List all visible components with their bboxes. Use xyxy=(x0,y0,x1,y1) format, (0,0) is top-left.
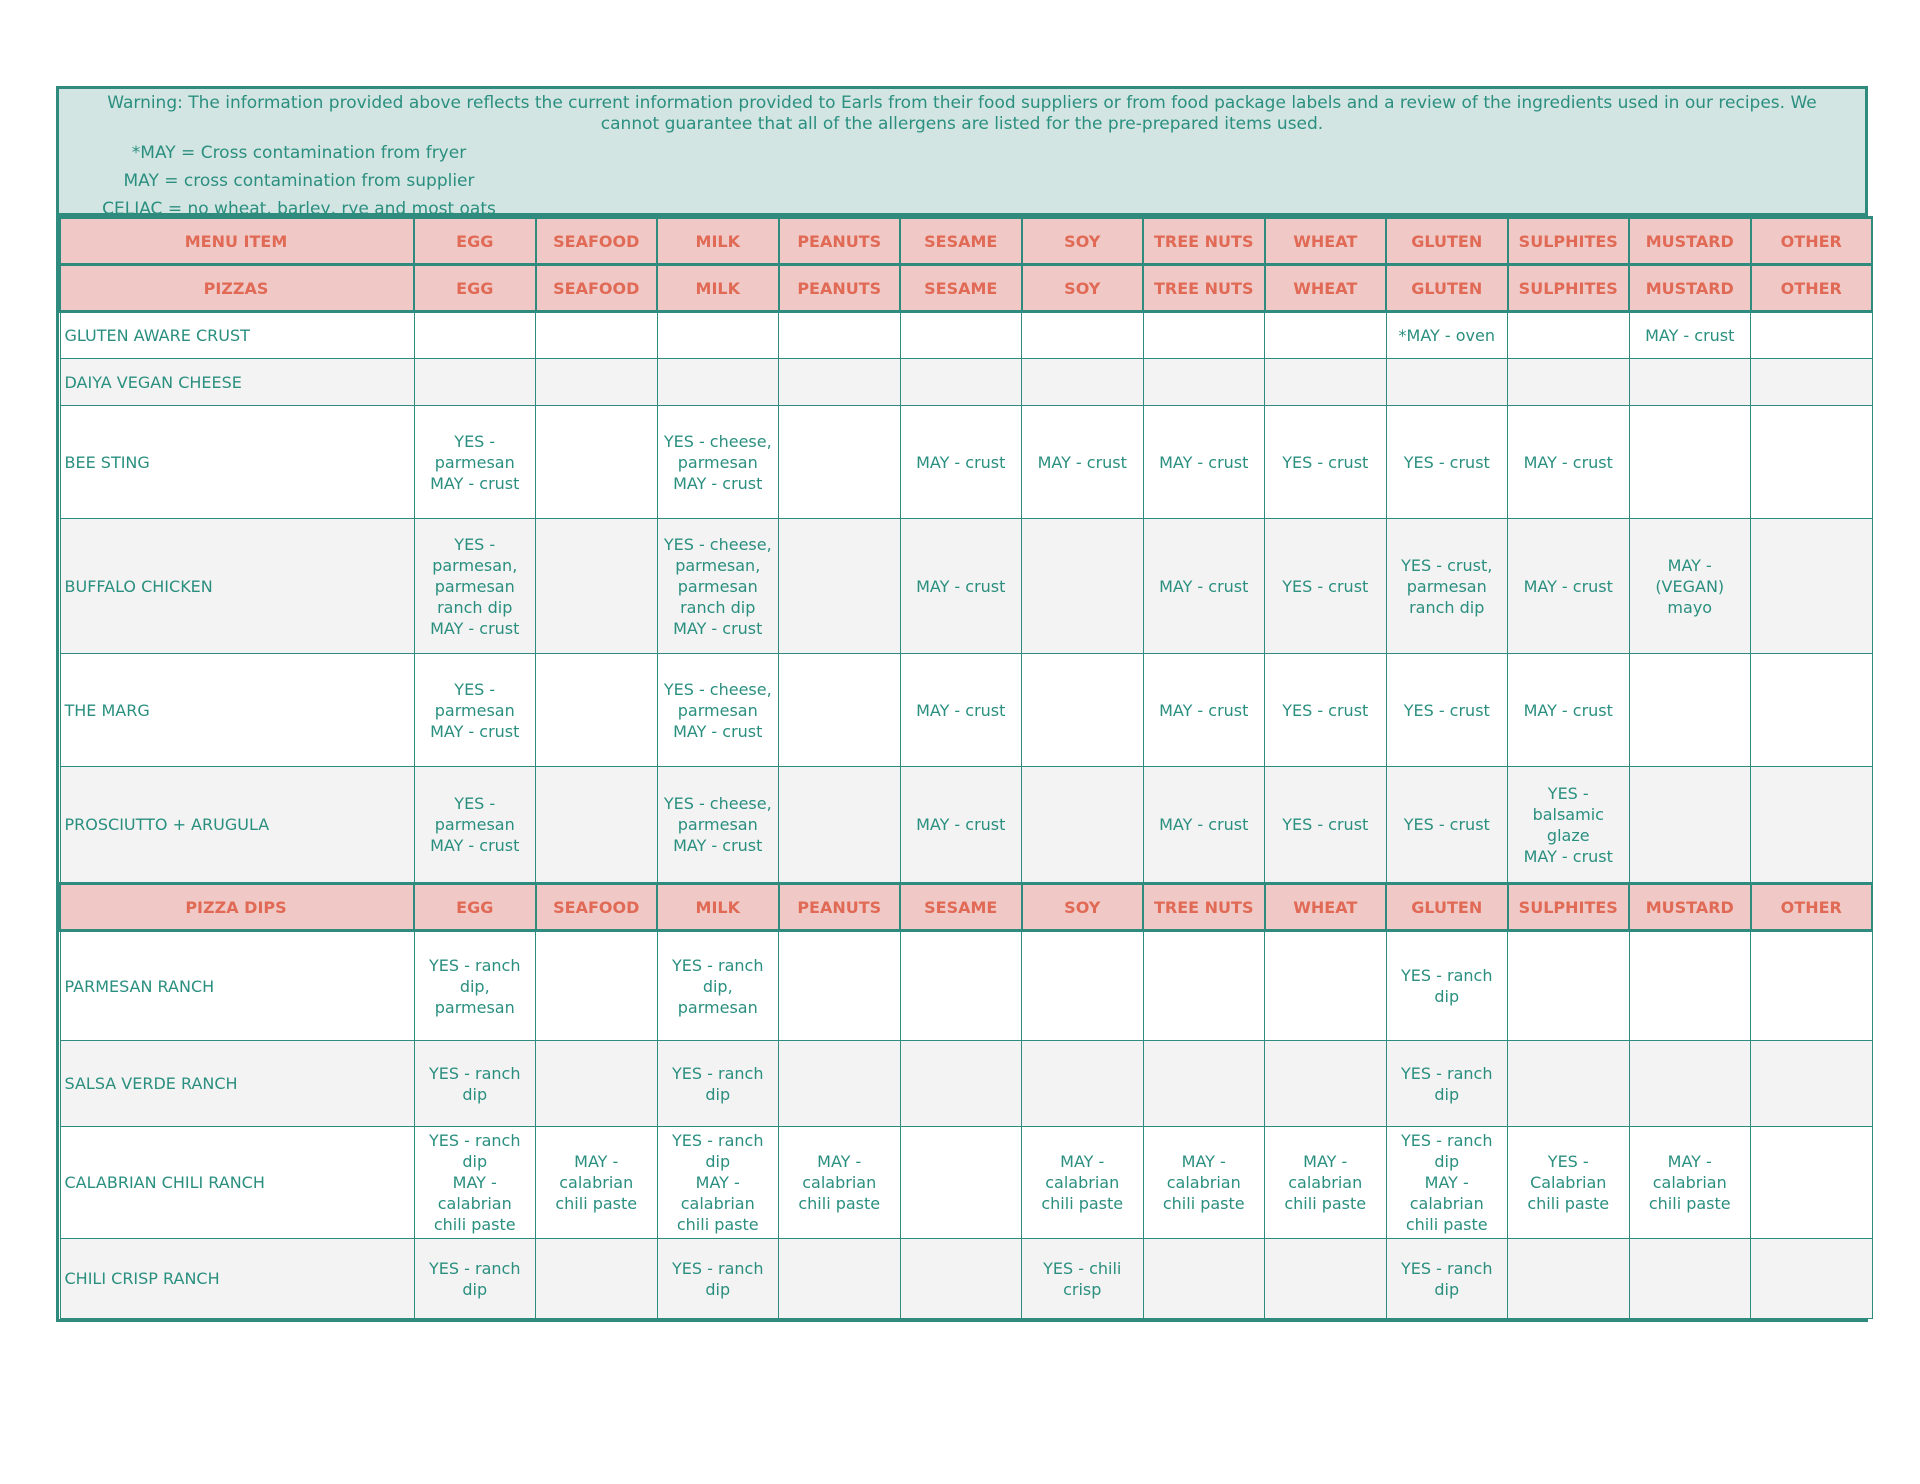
allergen-cell-sesame xyxy=(900,312,1022,359)
table-row xyxy=(60,1239,1872,1319)
allergen-cell-sesame xyxy=(900,359,1022,406)
allergen-cell-seafood xyxy=(536,519,658,654)
allergen-cell-peanuts xyxy=(779,406,901,519)
allergen-cell-wheat: YES - crust xyxy=(1265,406,1387,519)
column-header-seafood: SEAFOOD xyxy=(536,884,658,931)
allergen-table xyxy=(59,216,1873,1319)
menu-item-name: CALABRIAN CHILI RANCH xyxy=(60,1127,414,1239)
column-header-wheat: WHEAT xyxy=(1265,265,1387,312)
allergen-cell-sesame: MAY - crust xyxy=(900,519,1022,654)
allergen-cell-peanuts: MAY - calabrian chili paste xyxy=(779,1127,901,1239)
allergen-cell-sulphites: MAY - crust xyxy=(1508,406,1630,519)
allergen-cell-milk: YES - ranch dip, parmesan xyxy=(657,931,779,1041)
column-header-seafood: SEAFOOD xyxy=(536,265,658,312)
column-header-soy: SOY xyxy=(1022,884,1144,931)
allergen-cell-sesame: MAY - crust xyxy=(900,767,1022,884)
column-header-tree-nuts: TREE NUTS xyxy=(1143,265,1265,312)
allergen-cell-sulphites xyxy=(1508,312,1630,359)
allergen-cell-egg: YES - parmesan, parmesan ranch dip MAY - crust xyxy=(414,519,536,654)
allergen-cell-soy: YES - chili crisp xyxy=(1022,1239,1144,1319)
allergen-cell-soy: MAY - calabrian chili paste xyxy=(1022,1127,1144,1239)
allergen-cell-seafood xyxy=(536,931,658,1041)
legend-fryer: *MAY = Cross contamination from fryer xyxy=(131,143,467,163)
allergen-cell-other xyxy=(1751,1127,1873,1239)
allergen-cell-gluten: YES - crust xyxy=(1386,406,1508,519)
allergen-cell-peanuts xyxy=(779,654,901,767)
allergen-cell-milk: YES - cheese, parmesan, parmesan ranch dip MAY - crust xyxy=(657,519,779,654)
allergen-cell-gluten: *MAY - oven xyxy=(1386,312,1508,359)
allergen-cell-egg: YES - parmesan MAY - crust xyxy=(414,767,536,884)
allergen-cell-milk: YES - ranch dip xyxy=(657,1041,779,1127)
warning-box xyxy=(59,89,1865,219)
allergen-cell-seafood xyxy=(536,406,658,519)
allergen-cell-sulphites xyxy=(1508,1239,1630,1319)
allergen-cell-other xyxy=(1751,931,1873,1041)
allergen-sheet xyxy=(56,86,1868,1322)
allergen-cell-mustard: MAY - crust xyxy=(1629,312,1751,359)
allergen-cell-egg xyxy=(414,359,536,406)
column-header-milk: MILK xyxy=(657,218,779,265)
column-header-peanuts: PEANUTS xyxy=(779,265,901,312)
allergen-cell-sulphites: YES - balsamic glaze MAY - crust xyxy=(1508,767,1630,884)
table-row xyxy=(60,767,1872,884)
allergen-cell-other xyxy=(1751,519,1873,654)
allergen-cell-milk: YES - cheese, parmesan MAY - crust xyxy=(657,406,779,519)
table-row xyxy=(60,519,1872,654)
allergen-cell-mustard xyxy=(1629,1239,1751,1319)
allergen-cell-peanuts xyxy=(779,312,901,359)
allergen-cell-gluten: YES - ranch dip xyxy=(1386,1239,1508,1319)
allergen-cell-tree-nuts xyxy=(1143,931,1265,1041)
allergen-cell-soy xyxy=(1022,1041,1144,1127)
column-header-soy: SOY xyxy=(1022,265,1144,312)
section-header-label: MENU ITEM xyxy=(60,218,414,265)
allergen-cell-mustard xyxy=(1629,767,1751,884)
allergen-cell-tree-nuts: MAY - crust xyxy=(1143,654,1265,767)
allergen-cell-mustard xyxy=(1629,1041,1751,1127)
allergen-cell-milk: YES - cheese, parmesan MAY - crust xyxy=(657,767,779,884)
column-header-gluten: GLUTEN xyxy=(1386,265,1508,312)
allergen-cell-other xyxy=(1751,1041,1873,1127)
allergen-cell-peanuts xyxy=(779,1041,901,1127)
allergen-cell-milk: YES - ranch dip MAY - calabrian chili paste xyxy=(657,1127,779,1239)
allergen-cell-wheat: YES - crust xyxy=(1265,519,1387,654)
allergen-cell-seafood xyxy=(536,359,658,406)
allergen-cell-mustard: MAY - (VEGAN) mayo xyxy=(1629,519,1751,654)
allergen-cell-other xyxy=(1751,406,1873,519)
allergen-cell-tree-nuts xyxy=(1143,312,1265,359)
table-row xyxy=(60,931,1872,1041)
menu-item-name: GLUTEN AWARE CRUST xyxy=(60,312,414,359)
allergen-cell-gluten: YES - ranch dip MAY - calabrian chili paste xyxy=(1386,1127,1508,1239)
column-header-tree-nuts: TREE NUTS xyxy=(1143,218,1265,265)
allergen-cell-wheat xyxy=(1265,359,1387,406)
menu-item-name: SALSA VERDE RANCH xyxy=(60,1041,414,1127)
section-header-row xyxy=(60,884,1872,931)
allergen-cell-tree-nuts: MAY - crust xyxy=(1143,767,1265,884)
allergen-cell-milk xyxy=(657,359,779,406)
allergen-cell-sulphites xyxy=(1508,931,1630,1041)
column-header-gluten: GLUTEN xyxy=(1386,884,1508,931)
allergen-cell-sesame xyxy=(900,1127,1022,1239)
allergen-cell-mustard xyxy=(1629,654,1751,767)
column-header-other: OTHER xyxy=(1751,265,1873,312)
column-header-peanuts: PEANUTS xyxy=(779,218,901,265)
column-header-sesame: SESAME xyxy=(900,884,1022,931)
allergen-cell-other xyxy=(1751,1239,1873,1319)
allergen-cell-seafood xyxy=(536,1041,658,1127)
allergen-cell-wheat xyxy=(1265,931,1387,1041)
column-header-wheat: WHEAT xyxy=(1265,218,1387,265)
menu-item-name: DAIYA VEGAN CHEESE xyxy=(60,359,414,406)
section-header-label: PIZZA DIPS xyxy=(60,884,414,931)
allergen-cell-wheat xyxy=(1265,1041,1387,1127)
column-header-egg: EGG xyxy=(414,218,536,265)
allergen-cell-other xyxy=(1751,359,1873,406)
section-header-label: PIZZAS xyxy=(60,265,414,312)
allergen-cell-egg: YES - ranch dip xyxy=(414,1041,536,1127)
allergen-cell-other xyxy=(1751,312,1873,359)
allergen-cell-seafood: MAY - calabrian chili paste xyxy=(536,1127,658,1239)
allergen-cell-soy xyxy=(1022,359,1144,406)
allergen-cell-mustard xyxy=(1629,406,1751,519)
table-row xyxy=(60,406,1872,519)
allergen-cell-soy xyxy=(1022,519,1144,654)
allergen-cell-egg: YES - ranch dip xyxy=(414,1239,536,1319)
column-header-mustard: MUSTARD xyxy=(1629,884,1751,931)
allergen-cell-gluten: YES - crust, parmesan ranch dip xyxy=(1386,519,1508,654)
allergen-cell-tree-nuts xyxy=(1143,1041,1265,1127)
allergen-cell-soy xyxy=(1022,767,1144,884)
allergen-cell-gluten xyxy=(1386,359,1508,406)
menu-item-name: BEE STING xyxy=(60,406,414,519)
allergen-cell-soy xyxy=(1022,312,1144,359)
allergen-cell-sesame xyxy=(900,931,1022,1041)
column-header-milk: MILK xyxy=(657,884,779,931)
menu-item-name: THE MARG xyxy=(60,654,414,767)
allergen-cell-sesame: MAY - crust xyxy=(900,406,1022,519)
table-row xyxy=(60,1127,1872,1239)
column-header-other: OTHER xyxy=(1751,884,1873,931)
table-row xyxy=(60,1041,1872,1127)
column-header-egg: EGG xyxy=(414,884,536,931)
allergen-cell-other xyxy=(1751,654,1873,767)
column-header-sulphites: SULPHITES xyxy=(1508,884,1630,931)
allergen-cell-wheat xyxy=(1265,1239,1387,1319)
warning-text: Warning: The information provided above reflects the current information provided to Earls from their food suppliers or from food package labels and a review of the ingredients used in our recipes. We cannot guarantee that all of the allergens are listed for the pre-prepared items used. xyxy=(107,93,1817,134)
allergen-cell-peanuts xyxy=(779,519,901,654)
allergen-cell-milk: YES - cheese, parmesan MAY - crust xyxy=(657,654,779,767)
allergen-cell-milk: YES - ranch dip xyxy=(657,1239,779,1319)
allergen-cell-sulphites xyxy=(1508,359,1630,406)
table-row xyxy=(60,654,1872,767)
menu-item-name: PROSCIUTTO + ARUGULA xyxy=(60,767,414,884)
column-header-mustard: MUSTARD xyxy=(1629,265,1751,312)
allergen-cell-sesame xyxy=(900,1041,1022,1127)
legend-celiac: CELIAC = no wheat, barley, rye and most oats xyxy=(102,199,496,219)
menu-item-name: CHILI CRISP RANCH xyxy=(60,1239,414,1319)
allergen-cell-wheat: MAY - calabrian chili paste xyxy=(1265,1127,1387,1239)
allergen-cell-sesame xyxy=(900,1239,1022,1319)
allergen-cell-gluten: YES - ranch dip xyxy=(1386,931,1508,1041)
allergen-cell-egg: YES - ranch dip MAY - calabrian chili paste xyxy=(414,1127,536,1239)
allergen-cell-peanuts xyxy=(779,359,901,406)
column-header-sesame: SESAME xyxy=(900,265,1022,312)
allergen-cell-egg: YES - parmesan MAY - crust xyxy=(414,406,536,519)
table-row xyxy=(60,312,1872,359)
allergen-cell-peanuts xyxy=(779,1239,901,1319)
allergen-cell-soy: MAY - crust xyxy=(1022,406,1144,519)
column-header-wheat: WHEAT xyxy=(1265,884,1387,931)
allergen-cell-sulphites: MAY - crust xyxy=(1508,519,1630,654)
allergen-cell-sesame: MAY - crust xyxy=(900,654,1022,767)
allergen-cell-gluten: YES - crust xyxy=(1386,654,1508,767)
allergen-cell-tree-nuts xyxy=(1143,359,1265,406)
allergen-cell-egg xyxy=(414,312,536,359)
allergen-cell-tree-nuts: MAY - crust xyxy=(1143,406,1265,519)
allergen-cell-wheat: YES - crust xyxy=(1265,767,1387,884)
allergen-cell-soy xyxy=(1022,931,1144,1041)
allergen-cell-seafood xyxy=(536,767,658,884)
allergen-cell-seafood xyxy=(536,1239,658,1319)
allergen-cell-seafood xyxy=(536,312,658,359)
allergen-cell-gluten: YES - crust xyxy=(1386,767,1508,884)
column-header-seafood: SEAFOOD xyxy=(536,218,658,265)
column-header-sesame: SESAME xyxy=(900,218,1022,265)
allergen-cell-tree-nuts: MAY - calabrian chili paste xyxy=(1143,1127,1265,1239)
allergen-cell-tree-nuts: MAY - crust xyxy=(1143,519,1265,654)
legend-supplier: MAY = cross contamination from supplier xyxy=(123,171,475,191)
allergen-cell-gluten: YES - ranch dip xyxy=(1386,1041,1508,1127)
column-header-egg: EGG xyxy=(414,265,536,312)
column-header-sulphites: SULPHITES xyxy=(1508,265,1630,312)
allergen-cell-wheat xyxy=(1265,312,1387,359)
column-header-soy: SOY xyxy=(1022,218,1144,265)
allergen-cell-wheat: YES - crust xyxy=(1265,654,1387,767)
allergen-cell-sulphites: MAY - crust xyxy=(1508,654,1630,767)
menu-item-name: PARMESAN RANCH xyxy=(60,931,414,1041)
allergen-cell-egg: YES - parmesan MAY - crust xyxy=(414,654,536,767)
column-header-tree-nuts: TREE NUTS xyxy=(1143,884,1265,931)
allergen-cell-mustard: MAY - calabrian chili paste xyxy=(1629,1127,1751,1239)
allergen-cell-mustard xyxy=(1629,931,1751,1041)
allergen-table-body xyxy=(60,218,1872,1319)
allergen-cell-seafood xyxy=(536,654,658,767)
column-header-other: OTHER xyxy=(1751,218,1873,265)
allergen-cell-sulphites: YES - Calabrian chili paste xyxy=(1508,1127,1630,1239)
column-header-gluten: GLUTEN xyxy=(1386,218,1508,265)
allergen-cell-sulphites xyxy=(1508,1041,1630,1127)
column-header-peanuts: PEANUTS xyxy=(779,884,901,931)
allergen-cell-mustard xyxy=(1629,359,1751,406)
column-header-mustard: MUSTARD xyxy=(1629,218,1751,265)
allergen-cell-peanuts xyxy=(779,931,901,1041)
allergen-cell-tree-nuts xyxy=(1143,1239,1265,1319)
column-header-sulphites: SULPHITES xyxy=(1508,218,1630,265)
allergen-cell-egg: YES - ranch dip, parmesan xyxy=(414,931,536,1041)
section-header-row xyxy=(60,265,1872,312)
menu-item-name: BUFFALO CHICKEN xyxy=(60,519,414,654)
allergen-cell-milk xyxy=(657,312,779,359)
allergen-cell-soy xyxy=(1022,654,1144,767)
allergen-cell-other xyxy=(1751,767,1873,884)
allergen-cell-peanuts xyxy=(779,767,901,884)
column-header-milk: MILK xyxy=(657,265,779,312)
table-row xyxy=(60,359,1872,406)
section-header-row xyxy=(60,218,1872,265)
